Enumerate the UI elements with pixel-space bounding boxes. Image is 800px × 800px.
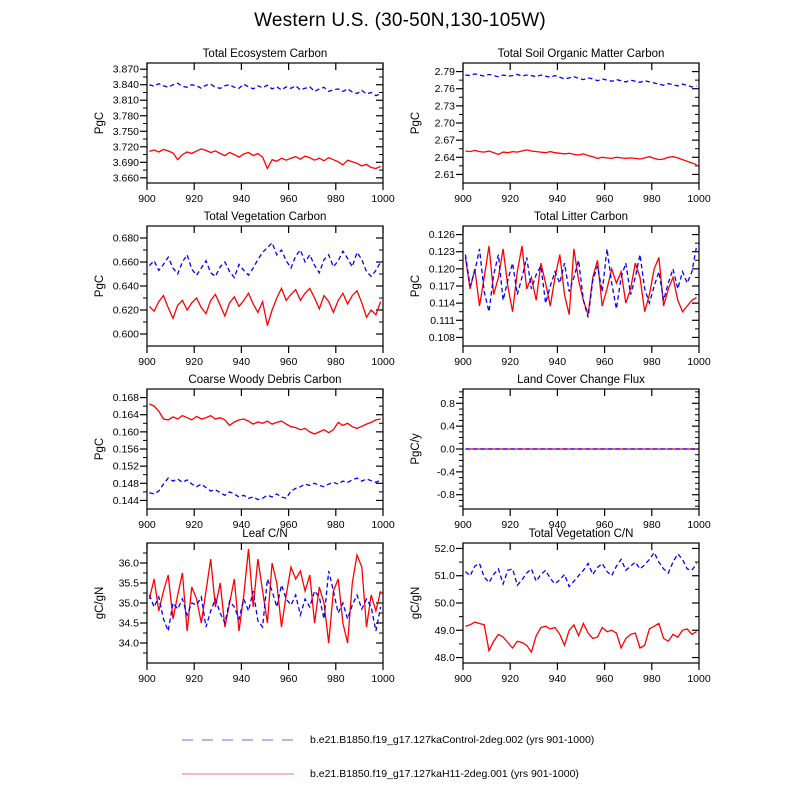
x-tick-label: 980 [327,356,345,368]
series-line-control [465,553,696,587]
x-tick-label: 920 [501,356,519,368]
y-tick-label: 35.5 [118,577,139,590]
y-tick-label: 0.0 [440,443,455,456]
y-tick-label: 2.73 [434,100,455,113]
x-tick-label: 960 [595,673,614,685]
series-line-h11 [149,404,380,434]
x-tick-label: 1000 [371,356,395,368]
y-tick-label: 0.114 [429,297,455,310]
y-axis-label: PgC [94,274,106,298]
x-tick-label: 900 [138,673,156,685]
series-line-h11 [149,149,380,169]
y-tick-label: 52.0 [434,542,455,555]
y-tick-label: 3.750 [112,125,139,138]
y-tick-label: 34.5 [118,617,139,630]
y-tick-label: 3.780 [112,110,139,123]
panel-title: Coarse Woody Debris Carbon [188,374,342,386]
x-tick-label: 900 [454,356,472,368]
y-axis-label: PgC [410,111,422,135]
y-tick-label: 0.160 [112,426,139,439]
chart-panel-total-vegetation-carbon [87,208,402,373]
y-tick-label: 2.67 [434,134,455,147]
series-line-h11 [465,622,696,652]
plot-frame [147,226,383,346]
y-tick-label: 3.660 [112,172,139,185]
y-tick-label: 0.168 [112,392,139,405]
panel-title: Total Vegetation Carbon [203,211,327,223]
x-tick-label: 940 [548,193,567,205]
plot-frame [463,226,699,346]
x-tick-label: 1000 [687,193,711,205]
series-line-h11 [149,288,380,325]
panel-title: Total Soil Organic Matter Carbon [497,48,665,60]
y-axis-label: gC/gN [94,586,106,620]
x-tick-label: 920 [501,519,519,531]
x-tick-label: 940 [548,356,567,368]
x-tick-label: 1000 [687,673,711,685]
y-tick-label: 0.660 [112,256,139,269]
y-tick-label: 0.620 [112,304,139,317]
y-tick-label: 0.148 [112,477,139,490]
x-tick-label: 980 [327,193,345,205]
x-tick-label: 940 [232,519,251,531]
chart-panel-leaf-c-n [87,525,402,690]
y-tick-label: -0.8 [436,489,455,502]
y-tick-label: 0.117 [429,280,455,293]
x-tick-label: 920 [501,673,519,685]
x-tick-label: 960 [595,356,614,368]
x-tick-label: 900 [138,193,156,205]
x-tick-label: 920 [185,193,203,205]
plot-frame [147,63,383,183]
x-tick-label: 1000 [371,519,395,531]
series-line-control [149,83,380,95]
x-tick-label: 980 [327,673,345,685]
y-tick-label: 2.79 [434,66,455,79]
y-tick-label: 0.600 [112,328,139,341]
y-tick-label: 0.123 [428,246,455,259]
x-tick-label: 920 [185,356,203,368]
x-tick-label: 940 [548,673,567,685]
plot-frame [147,389,383,509]
x-tick-label: 1000 [687,356,711,368]
y-tick-label: 0.111 [430,314,455,327]
chart-panel-total-litter-carbon [403,208,718,373]
legend [180,733,594,800]
x-tick-label: 900 [454,519,472,531]
panel-title: Total Litter Carbon [534,211,628,223]
y-tick-label: 3.840 [112,79,139,92]
y-tick-label: 49.0 [434,624,455,637]
x-tick-label: 1000 [371,673,395,685]
legend-line-solid [180,770,296,778]
legend-label-control: b.e21.B1850.f19_g17.127kaControl-2deg.002 (yrs 901-1000) [310,734,595,746]
y-tick-label: 36.0 [118,557,139,570]
y-tick-label: 0.8 [440,397,455,410]
legend-entry-control [180,733,594,747]
y-tick-label: 51.0 [434,570,455,583]
x-tick-label: 960 [279,356,298,368]
y-axis-label: PgC [94,437,106,461]
panel-title: Total Ecosystem Carbon [202,48,328,60]
y-tick-label: -0.4 [436,466,455,479]
y-tick-label: 3.720 [112,141,139,154]
x-tick-label: 900 [454,673,472,685]
y-tick-label: 2.64 [434,151,455,164]
x-tick-label: 960 [595,193,614,205]
x-tick-label: 900 [138,356,156,368]
y-tick-label: 48.0 [434,652,455,665]
y-tick-label: 0.144 [112,494,139,507]
plot-frame [463,543,699,663]
y-axis-label: PgC [410,274,422,298]
y-tick-label: 3.870 [112,63,139,76]
series-line-h11 [465,150,696,165]
series-line-control [149,478,380,500]
panel-title: Leaf C/N [242,528,288,540]
x-tick-label: 900 [454,193,472,205]
y-tick-label: 0.680 [112,232,139,245]
panel-title: Land Cover Change Flux [517,374,645,386]
x-tick-label: 940 [548,519,567,531]
series-line-control [465,74,696,87]
y-axis-label: gC/gN [410,586,422,620]
page-title: Western U.S. (30-50N,130-105W) [254,10,546,31]
y-tick-label: 34.0 [118,637,139,650]
x-tick-label: 940 [232,356,251,368]
chart-panel-coarse-woody-debris-carbon [87,371,402,536]
x-tick-label: 980 [643,356,661,368]
y-tick-label: 0.108 [428,331,455,344]
x-tick-label: 960 [279,193,298,205]
series-line-control [149,243,380,278]
y-tick-label: 0.640 [112,280,139,293]
chart-panel-land-cover-change-flux [403,371,718,536]
y-tick-label: 0.126 [428,229,455,242]
x-tick-label: 940 [232,673,251,685]
plot-frame [463,63,699,183]
x-tick-label: 960 [279,673,298,685]
x-tick-label: 1000 [687,519,711,531]
x-tick-label: 960 [279,519,298,531]
y-tick-label: 2.70 [434,117,455,130]
y-tick-label: 35.0 [118,597,139,610]
chart-panel-total-ecosystem-carbon [87,45,402,210]
y-tick-label: 2.76 [434,83,455,96]
x-tick-label: 980 [643,673,661,685]
legend-line-dashed [180,736,296,744]
y-tick-label: 0.4 [440,420,455,433]
x-tick-label: 940 [232,193,251,205]
x-tick-label: 920 [185,673,203,685]
y-axis-label: PgC [94,111,106,135]
x-tick-label: 900 [138,519,156,531]
x-tick-label: 920 [185,519,203,531]
x-tick-label: 980 [327,519,345,531]
x-tick-label: 920 [501,193,519,205]
y-tick-label: 0.120 [428,263,455,276]
y-tick-label: 50.0 [434,597,455,610]
legend-entry-h11 [180,767,594,781]
x-tick-label: 980 [643,519,661,531]
legend-label-h11: b.e21.B1850.f19_g17.127kaH11-2deg.001 (yrs 901-1000) [310,768,579,780]
chart-panel-total-vegetation-c-n [403,525,718,690]
chart-panel-total-soil-organic-matter-carbon [403,45,718,210]
x-tick-label: 980 [643,193,661,205]
y-tick-label: 3.690 [112,156,139,169]
x-tick-label: 960 [595,519,614,531]
y-axis-label: PgC/y [410,433,422,465]
series-line-h11 [149,549,380,643]
series-line-control [465,246,696,317]
panel-title: Total Vegetation C/N [528,528,634,540]
y-tick-label: 3.810 [112,94,139,107]
y-tick-label: 0.164 [112,409,139,422]
y-tick-label: 0.156 [112,443,139,456]
y-tick-label: 2.61 [434,168,455,181]
y-tick-label: 0.152 [112,460,139,473]
x-tick-label: 1000 [371,193,395,205]
